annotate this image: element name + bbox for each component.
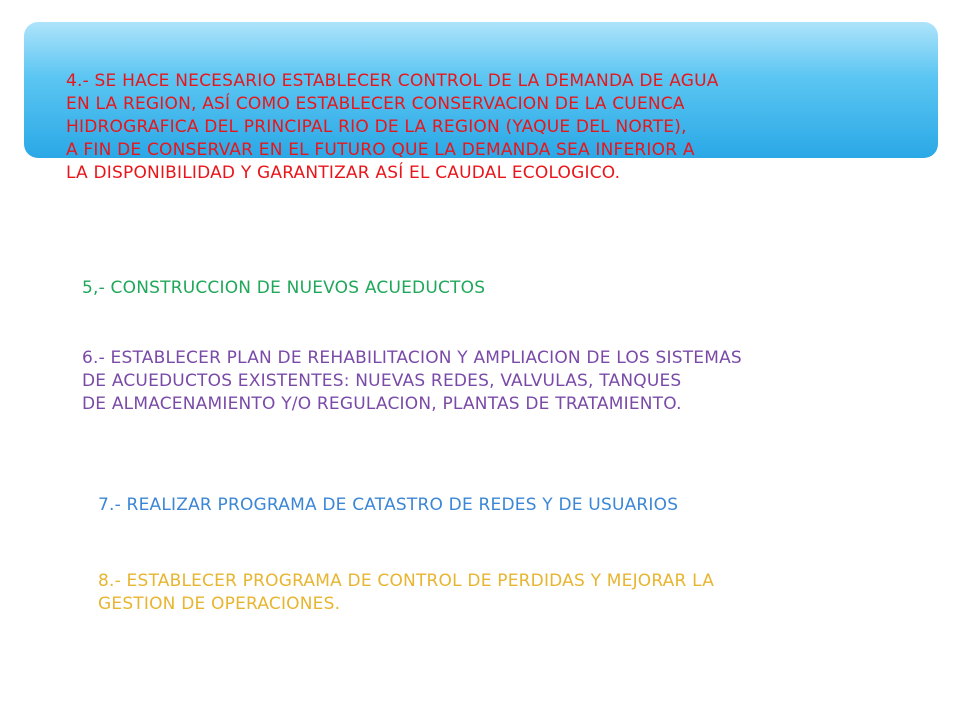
- item-7-line-1: 7.- REALIZAR PROGRAMA DE CATASTRO DE REDES Y DE USUARIOS: [98, 495, 679, 515]
- item-6-line-3: DE ALMACENAMIENTO Y/O REGULACION, PLANTAS DE TRATAMIENTO.: [82, 394, 682, 414]
- item-4-line-1: 4.- SE HACE NECESARIO ESTABLECER CONTROL DE LA DEMANDA DE AGUA: [66, 71, 719, 91]
- item-5-new-aqueducts: [82, 277, 485, 300]
- item-6-line-2: DE ACUEDUCTOS EXISTENTES: NUEVAS REDES, VALVULAS, TANQUES: [82, 371, 682, 391]
- item-8-line-2: GESTION DE OPERACIONES.: [98, 594, 341, 614]
- item-8-loss-control-program: [98, 570, 714, 616]
- item-6-rehabilitation-plan: [82, 347, 742, 416]
- item-8-line-1: 8.- ESTABLECER PROGRAMA DE CONTROL DE PERDIDAS Y MEJORAR LA: [98, 571, 715, 591]
- item-6-line-1: 6.- ESTABLECER PLAN DE REHABILITACION Y AMPLIACION DE LOS SISTEMAS: [82, 348, 742, 368]
- item-4-line-4: A FIN DE CONSERVAR EN EL FUTURO QUE LA DEMANDA SEA INFERIOR A: [66, 140, 695, 160]
- item-7-cadastre-program: [98, 494, 678, 517]
- item-4-line-5: LA DISPONIBILIDAD Y GARANTIZAR ASÍ EL CAUDAL ECOLOGICO.: [66, 163, 621, 183]
- item-5-line-1: 5,- CONSTRUCCION DE NUEVOS ACUEDUCTOS: [82, 278, 486, 298]
- item-4-line-3: HIDROGRAFICA DEL PRINCIPAL RIO DE LA REGION (YAQUE DEL NORTE),: [66, 117, 687, 137]
- item-4-line-2: EN LA REGION, ASÍ COMO ESTABLECER CONSERVACION DE LA CUENCA: [66, 94, 685, 114]
- item-4-demand-control: [66, 70, 719, 185]
